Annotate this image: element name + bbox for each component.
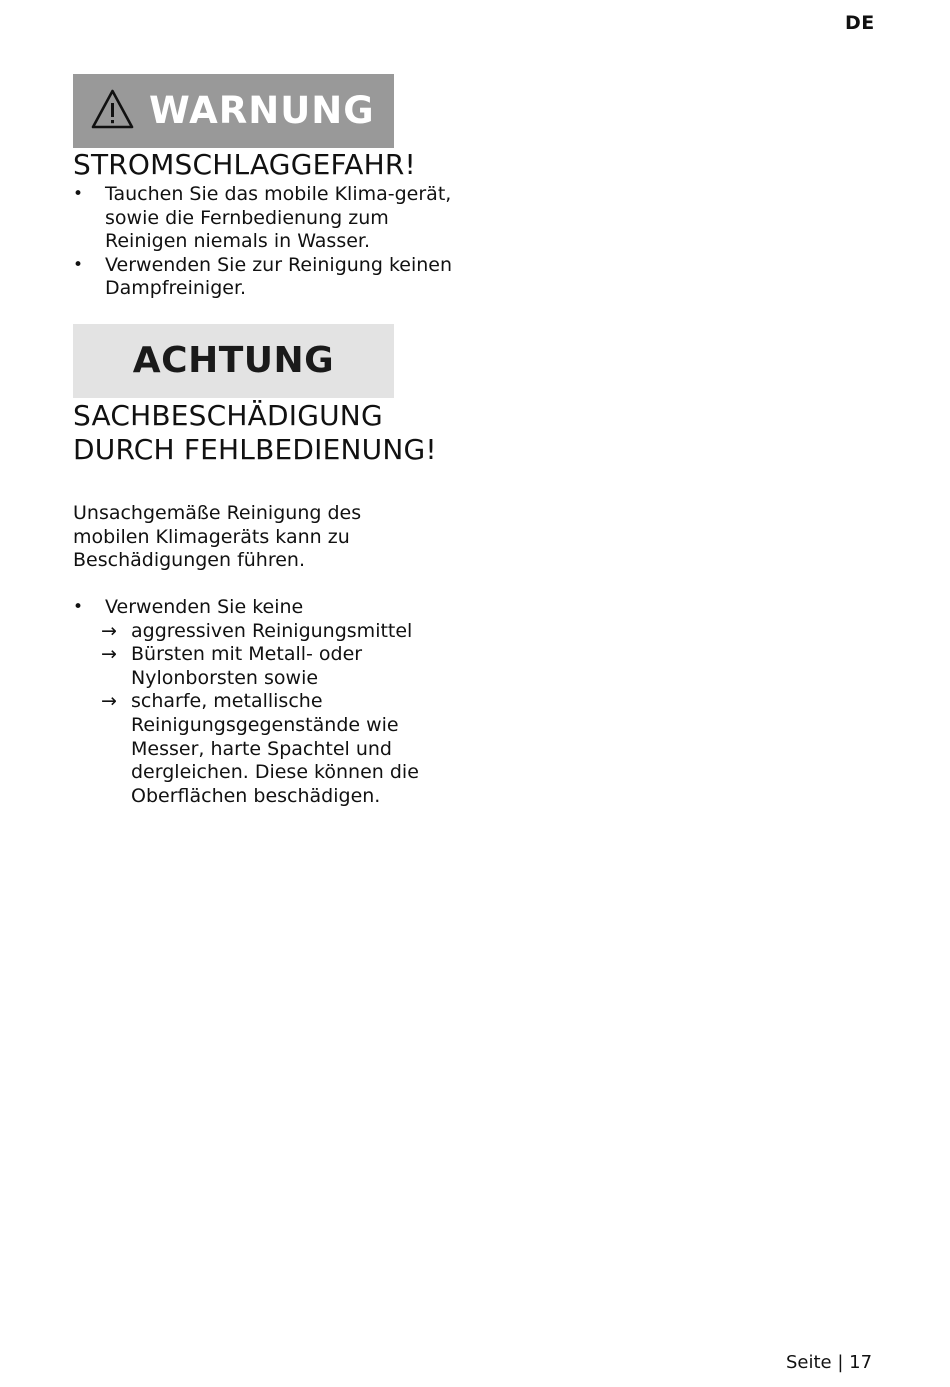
caution-intro: Unsachgemäße Reinigung des mobilen Klimageräts kann zu Beschädigungen führen. bbox=[73, 502, 362, 572]
caution-title: SACHBESCHÄDIGUNG DURCH FEHLBEDIENUNG! bbox=[73, 399, 437, 466]
arrow-icon: → bbox=[101, 643, 117, 666]
arrow-icon: → bbox=[101, 619, 117, 642]
caution-label: ACHTUNG bbox=[132, 340, 335, 381]
warning-list bbox=[73, 183, 453, 301]
language-code: DE bbox=[845, 12, 875, 34]
sub-list bbox=[101, 619, 453, 809]
arrow-icon: → bbox=[101, 690, 117, 713]
sub-list-text: scharfe, metallische Reinigungsgegenstände wie Messer, harte Spachtel und dergleichen. Diese können die Oberflächen beschädigen. bbox=[131, 690, 419, 807]
caution-bullet-text: Verwenden Sie keine bbox=[105, 596, 304, 618]
sub-list-text: aggressiven Reinigungsmittel bbox=[131, 619, 413, 642]
warning-title: STROMSCHLAGGEFAHR! bbox=[73, 148, 416, 181]
page-number: Seite | 17 bbox=[786, 1352, 873, 1373]
warning-label: WARNUNG bbox=[149, 89, 375, 132]
sub-list-text: Bürsten mit Metall- oder Nylonborsten sowie bbox=[131, 643, 363, 689]
warning-banner bbox=[73, 74, 394, 148]
caution-list bbox=[73, 596, 453, 808]
caution-banner bbox=[73, 324, 394, 398]
sub-list-item bbox=[101, 643, 453, 690]
sub-list-item bbox=[101, 619, 453, 644]
list-item bbox=[73, 596, 453, 808]
sub-list-item bbox=[101, 690, 453, 808]
list-item: • Verwenden Sie zur Reinigung keinen Dampfreiniger. bbox=[73, 254, 453, 301]
list-item: • Tauchen Sie das mobile Klima-gerät, sowie die Fernbedienung zum Reinigen niemals in Wasser. bbox=[73, 183, 453, 254]
warning-triangle-icon bbox=[90, 88, 135, 130]
